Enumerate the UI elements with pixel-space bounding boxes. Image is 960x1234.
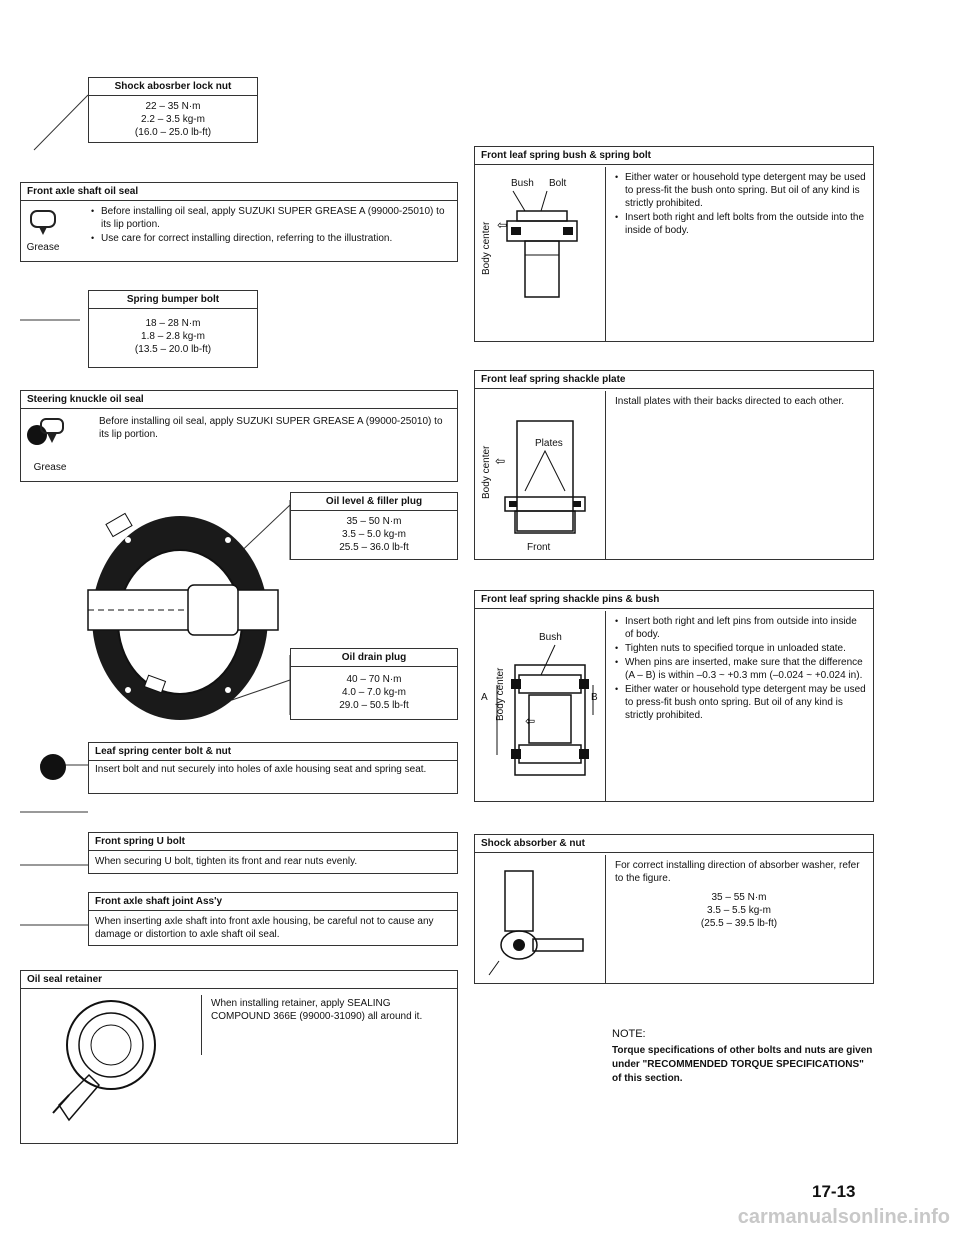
bush-bolt-note-1: • Either water or household type detergent may be used to press-fit the bush onto spring. But oil of any kind is strictly prohibited. (615, 171, 867, 210)
grease-icon (27, 207, 61, 237)
torque-lbft: 25.5 – 36.0 lb-ft (339, 542, 409, 553)
torque-nm: 40 – 70 N·m (346, 674, 402, 685)
shock-nut-title: Shock absorber & nut (475, 835, 873, 853)
front-axle-seal-box (20, 182, 458, 262)
black-dot-icon (38, 752, 68, 782)
front-axle-seal-note-2: • Use care for correct installing direction, referring to the illustration. (91, 232, 451, 245)
svg-text:⇦: ⇦ (495, 454, 506, 468)
bush-bolt-note-2: • Insert both right and left bolts from the outside into the inside of body. (615, 211, 867, 237)
dim-b-label: B (591, 692, 598, 703)
axle-housing-illustration (88, 500, 288, 720)
leaf-center-title: Leaf spring center bolt & nut (89, 743, 457, 761)
shock-nut-text: For correct installing direction of absorber washer, refer to the figure. (615, 860, 860, 884)
retainer-box (20, 970, 458, 1144)
divider (605, 167, 606, 341)
oil-drain-box (290, 648, 458, 720)
shackle-plate-text: Install plates with their backs directed to each other. (615, 396, 845, 407)
torque-lbft: (16.0 – 25.0 lb-ft) (134, 127, 212, 138)
shock-nut-torque (605, 891, 873, 930)
oil-level-title: Oil level & filler plug (291, 493, 457, 511)
retainer-title: Oil seal retainer (21, 971, 457, 989)
note-label: NOTE: (612, 1028, 646, 1040)
shock-nut-box (474, 834, 874, 984)
grease-label: Grease (26, 242, 60, 253)
bush-bolt-illustration (497, 191, 597, 301)
shackle-pins-box (474, 590, 874, 802)
bush-bolt-box (474, 146, 874, 342)
watermark: carmanualsonline.info (737, 1206, 950, 1228)
torque-nm: 18 – 28 N·m (145, 318, 201, 329)
svg-text:⇦: ⇦ (497, 218, 508, 232)
knuckle-seal-box (20, 390, 458, 482)
divider (605, 391, 606, 559)
page-number: 17-13 (812, 1182, 856, 1201)
bush-bolt-title: Front leaf spring bush & spring bolt (475, 147, 873, 165)
torque-nm: 35 – 55 N·m (711, 892, 767, 903)
svg-text:⇦: ⇦ (525, 714, 536, 728)
knuckle-seal-title: Steering knuckle oil seal (21, 391, 457, 409)
torque-kgm: 3.5 – 5.5 kg-m (707, 905, 771, 916)
shackle-pins-note-3: • When pins are inserted, make sure that the difference (A – B) is within –0.3 ~ +0.3 mm (–0.024 ~ +0.024 in). (615, 656, 867, 682)
dim-a-label: A (481, 692, 488, 703)
shackle-plate-box (474, 370, 874, 560)
torque-nm: 22 – 35 N·m (145, 101, 201, 112)
joint-text: When inserting axle shaft into front axle housing, be careful not to cause any damage or distortion to axle shaft oil seal. (95, 916, 434, 940)
body-center-label: Body center (481, 445, 492, 499)
oil-level-torque (291, 515, 457, 554)
torque-nm: 35 – 50 N·m (346, 516, 402, 527)
front-axle-seal-note-1: • Before installing oil seal, apply SUZUKI SUPER GREASE A (99000-25010) to its lip portion. (91, 205, 451, 231)
grease-label: Grease (33, 462, 67, 473)
divider (605, 611, 606, 801)
leaf-center-box (88, 742, 458, 794)
oil-level-box (290, 492, 458, 560)
torque-kgm: 3.5 – 5.0 kg-m (342, 529, 406, 540)
shackle-pins-note-1: • Insert both right and left pins from outside into inside of body. (615, 615, 867, 641)
note-text: Torque specifications of other bolts and nuts are given under "RECOMMENDED TORQUE SPECIFICATIONS" of this section. (612, 1045, 873, 1084)
torque-kgm: 2.2 – 3.5 kg-m (141, 114, 205, 125)
u-bolt-text: When securing U bolt, tighten its front and rear nuts evenly. (95, 856, 358, 867)
retainer-illustration (39, 995, 189, 1135)
torque-lbft: (13.5 – 20.0 lb-ft) (134, 344, 212, 355)
bumper-bolt-title: Spring bumper bolt (89, 291, 257, 309)
u-bolt-title: Front spring U bolt (89, 833, 457, 851)
joint-box (88, 892, 458, 946)
shock-lock-nut-title: Shock abosrber lock nut (89, 78, 257, 96)
torque-lbft: 29.0 – 50.5 lb-ft (339, 700, 409, 711)
oil-drain-title: Oil drain plug (291, 649, 457, 667)
grease-icon (27, 415, 67, 455)
torque-kgm: 4.0 – 7.0 kg-m (342, 687, 406, 698)
joint-title: Front axle shaft joint Ass'y (89, 893, 457, 911)
divider (201, 995, 202, 1055)
torque-kgm: 1.8 – 2.8 kg-m (141, 331, 205, 342)
oil-drain-torque (291, 673, 457, 712)
shackle-pins-note-4: • Either water or household type detergent may be used to press-fit bush onto spring. But oil of any kind is strictly prohibited. (615, 683, 867, 722)
leaf-center-text: Insert bolt and nut securely into holes of axle housing seat and spring seat. (95, 764, 427, 775)
front-label: Front (527, 542, 551, 553)
shackle-pins-note-2: • Tighten nuts to specified torque in unloaded state. (615, 642, 867, 655)
front-axle-seal-title: Front axle shaft oil seal (21, 183, 457, 201)
shackle-plate-title: Front leaf spring shackle plate (475, 371, 873, 389)
body-center-label: Body center (495, 667, 506, 721)
plates-label: Plates (535, 438, 563, 449)
shock-absorber-illustration (489, 867, 599, 977)
retainer-text: When installing retainer, apply SEALING COMPOUND 366E (99000-31090) all around it. (211, 998, 423, 1022)
knuckle-seal-text: Before installing oil seal, apply SUZUKI SUPER GREASE A (99000-25010) to its lip portion. (99, 416, 443, 440)
body-center-label: Body center (481, 221, 492, 275)
u-bolt-box (88, 832, 458, 874)
bush-label: Bush (539, 632, 562, 643)
shackle-pins-title: Front leaf spring shackle pins & bush (475, 591, 873, 609)
shackle-pins-illustration (485, 645, 605, 785)
torque-lbft: (25.5 – 39.5 lb-ft) (700, 918, 778, 929)
bolt-label: Bolt (549, 178, 567, 189)
bush-label: Bush (511, 178, 534, 189)
bumper-bolt-torque (89, 317, 257, 356)
bumper-bolt-box (88, 290, 258, 368)
